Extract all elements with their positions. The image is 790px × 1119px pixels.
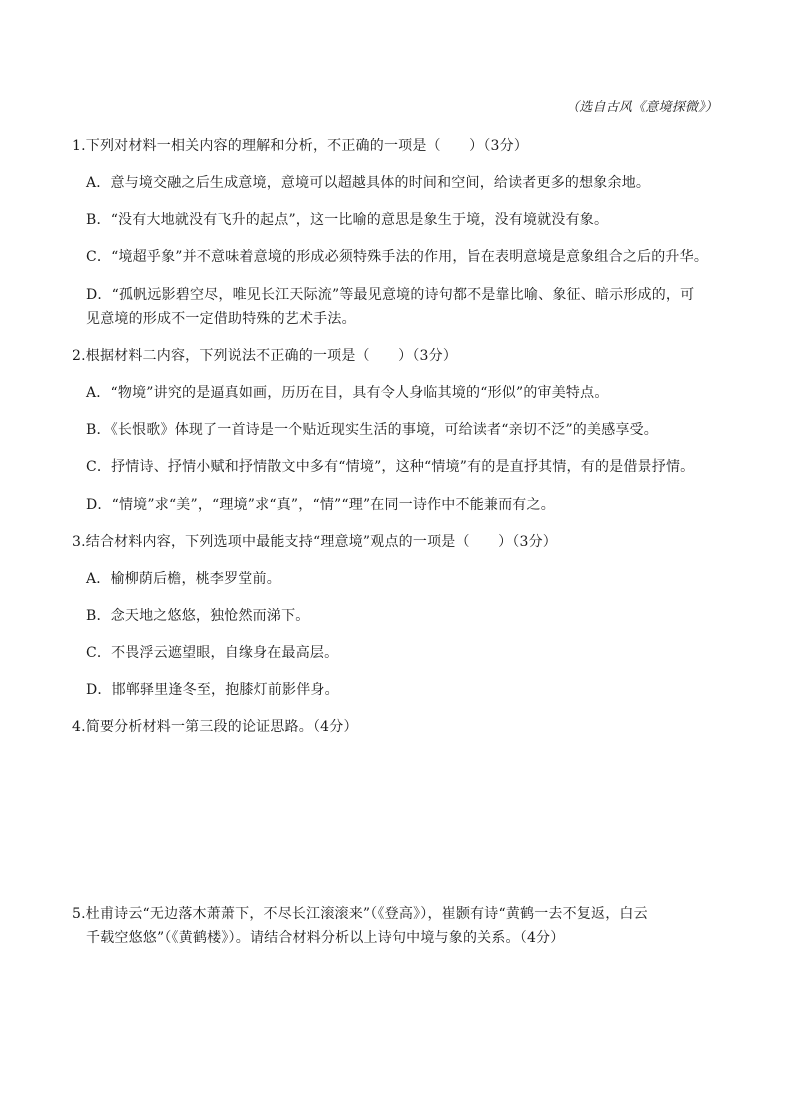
question-3-option-b: B．念天地之悠悠，独怆然而涕下。 [86, 608, 310, 624]
question-3-option-c: C．不畏浮云遮望眼，自缘身在最高层。 [86, 645, 339, 661]
question-2-option-c: C．抒情诗、抒情小赋和抒情散文中多有“情境”，这种“情境”有的是直抒其情，有的是借景抒情。 [86, 459, 695, 475]
question-1-option-b: B．“没有大地就没有飞升的起点”，这一比喻的意思是象生于境，没有境就没有象。 [86, 212, 609, 228]
question-5-stem: 5.杜甫诗云“无边落木萧萧下，不尽长江滚滚来”（《登高》），崔颢有诗“黄鹤一去不复返，白云 [72, 906, 648, 922]
question-1-option-d: D．“孤帆远影碧空尽，唯见长江天际流”等最见意境的诗句都不是靠比喻、象征、暗示形成的，可 [86, 287, 695, 303]
question-5-stem-continued: 千载空悠悠”（《黄鹤楼》）。请结合材料分析以上诗句中境与象的关系。（4分） [86, 930, 565, 946]
question-2-option-a: A．“物境”讲究的是逼真如画，历历在目，具有令人身临其境的“形似”的审美特点。 [86, 385, 609, 401]
question-1-option-d-continued: 见意境的形成不一定借助特殊的艺术手法。 [86, 311, 356, 327]
question-2-option-d: D．“情境”求“美”，“理境”求“真”，“情”“理”在同一诗作中不能兼而有之。 [86, 497, 555, 513]
question-1-option-c: C．“境超乎象”并不意味着意境的形成必须特殊手法的作用，旨在表明意境是意象组合之后的升华。 [86, 249, 709, 265]
question-4-stem: 4.简要分析材料一第三段的论证思路。（4分） [72, 719, 358, 735]
question-2-option-b: B．《长恨歌》体现了一首诗是一个贴近现实生活的事境，可给读者“亲切不泛”的美感享受。 [86, 422, 658, 438]
source-citation: （选自古风《意境探微》） [566, 100, 718, 115]
question-1-option-a: A．意与境交融之后生成意境，意境可以超越具体的时间和空间，给读者更多的想象余地。 [86, 175, 651, 191]
question-1-stem: 1.下列对材料一相关内容的理解和分析，不正确的一项是（ ）（3分） [72, 138, 529, 154]
question-3-stem: 3.结合材料内容，下列选项中最能支持“理意境”观点的一项是（ ）（3分） [72, 534, 557, 550]
question-3-option-d: D．邯郸驿里逢冬至，抱膝灯前影伴身。 [86, 682, 339, 698]
question-3-option-a: A．榆柳荫后檐，桃李罗堂前。 [86, 571, 281, 587]
question-2-stem: 2.根据材料二内容，下列说法不正确的一项是（ ）（3分） [72, 348, 458, 364]
